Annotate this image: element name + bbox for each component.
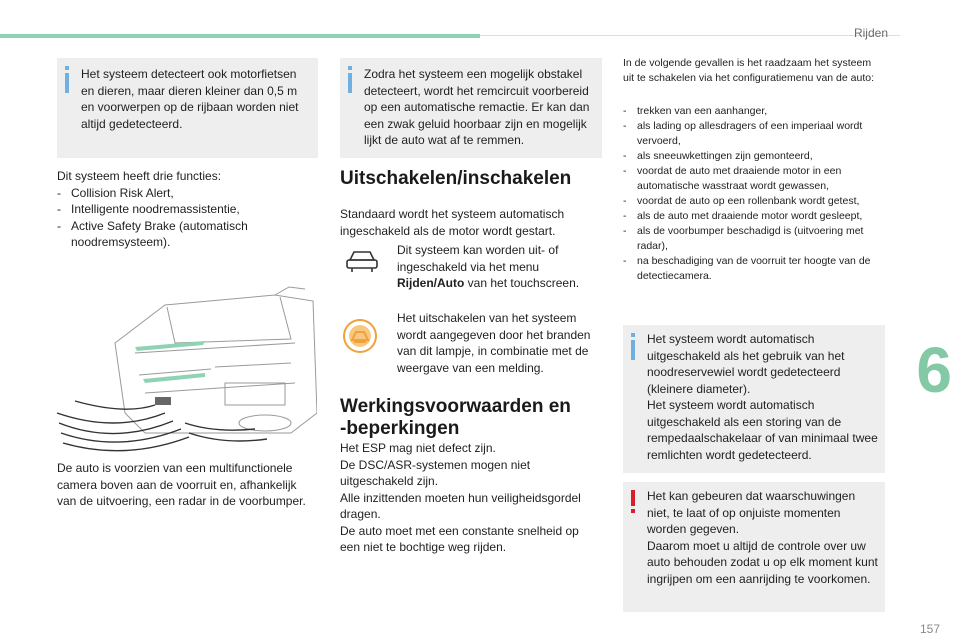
heading-disable-enable: Uitschakelen/inschakelen <box>340 168 572 189</box>
deactivation-cases-list <box>623 104 887 284</box>
chapter-number: 6 <box>916 334 952 406</box>
heading-conditions-line1: Werkingsvoorwaarden en <box>340 396 571 417</box>
warning-text <box>647 488 879 587</box>
condition-line: De DSC/ASR-systemen mogen niet uitgeschakeld zijn. <box>340 457 531 488</box>
lamp-description: Het uitschakelen van het systeem wordt aangegeven door het branden van dit lampje, in combinatie met de weergave van een melding. <box>397 311 591 375</box>
warning-lamp-icon <box>342 318 378 354</box>
functions-intro: Dit systeem heeft drie functies: <box>57 169 222 183</box>
list-item: - na beschadiging van de voorruit ter hoogte van de detectiecamera. <box>623 254 887 284</box>
list-item: - als lading op allesdragers of een imperiaal wordt vervoerd, <box>623 119 887 149</box>
info-box-detection <box>57 58 318 158</box>
condition-line: De auto moet met een constante snelheid op een niet te bochtige weg rijden. <box>340 523 579 554</box>
condition-line: Alle inzittenden moeten hun veiligheidsgordel dragen. <box>340 490 581 521</box>
deactivation-intro: In de volgende gevallen is het raadzaam het systeem uit te schakelen via het configuratiemenu van de auto: <box>623 57 874 84</box>
header-accent-bar <box>0 34 480 38</box>
info-box-auto-disable <box>623 325 885 473</box>
list-item: - als sneeuwkettingen zijn gemonteerd, <box>623 149 887 164</box>
info-icon <box>65 73 69 93</box>
functions-list <box>57 185 317 251</box>
info-icon <box>348 73 352 93</box>
heading-conditions <box>340 396 571 440</box>
info-box-text <box>647 331 879 463</box>
warning-paragraph: Het kan gebeuren dat waarschuwingen niet, te laat of op onjuiste momenten worden gegeven. <box>647 489 856 536</box>
section-title: Rijden <box>853 26 888 40</box>
menu-instructions <box>397 242 602 292</box>
menu-path: Rijden/Auto <box>397 276 465 290</box>
menu-text-part2: van het touchscreen. <box>467 276 580 290</box>
page-number: 157 <box>919 622 940 636</box>
info-box-paragraph: Het systeem wordt automatisch uitgeschakeld als een storing van de rempedaalschakelaar of van minimaal twee remlichten wordt gedetecteerd. <box>647 398 878 462</box>
conditions-text <box>340 440 602 556</box>
list-item: - Active Safety Brake (automatisch noodremsysteem). <box>57 218 317 251</box>
info-box-brake <box>340 58 602 158</box>
menu-text-part1: Dit systeem kan worden uit- of ingeschakeld via het menu <box>397 243 559 274</box>
warning-paragraph: Daarom moet u altijd de controle over uw auto behouden zodat u op elk moment kunt ingrijpen om een aanrijding te voorkomen. <box>647 538 878 586</box>
car-sensor-illustration <box>55 283 317 453</box>
list-item: - trekken van een aanhanger, <box>623 104 887 119</box>
info-icon <box>631 340 635 360</box>
list-item: - Collision Risk Alert, <box>57 185 317 202</box>
info-box-text: Zodra het systeem een mogelijk obstakel detecteert, wordt het remcircuit voorbereid op een automatische remactie. Er kan dan een zwak geluid hoorbaar zijn en mogelijk lijkt de auto wat af te remmen. <box>364 67 590 147</box>
functions-section <box>57 168 317 251</box>
warning-box <box>623 482 885 612</box>
list-item: - Intelligente noodremassistentie, <box>57 201 317 218</box>
header-rule <box>480 35 900 36</box>
info-box-paragraph: Het systeem wordt automatisch uitgeschakeld als het gebruik van het noodreservewiel wordt gedetecteerd (kleinere diameter). <box>647 332 845 396</box>
list-item: - als de voorbumper beschadigd is (uitvoering met radar), <box>623 224 887 254</box>
condition-line: Het ESP mag niet defect zijn. <box>340 441 496 455</box>
warning-icon <box>631 490 635 506</box>
default-text: Standaard wordt het systeem automatisch ingeschakeld als de motor wordt gestart. <box>340 207 565 238</box>
list-item: - als de auto met draaiende motor wordt gesleept, <box>623 209 887 224</box>
camera-description: De auto is voorzien van een multifunctionele camera boven aan de voorruit en, afhankelijk van de uitvoering, een radar in de voorbumper. <box>57 461 306 508</box>
list-item: - voordat de auto met draaiende motor in een automatische wasstraat wordt gewassen, <box>623 164 887 194</box>
list-item: - voordat de auto op een rollenbank wordt getest, <box>623 194 887 209</box>
info-box-text: Het systeem detecteert ook motorfietsen en dieren, maar dieren kleiner dan 0,5 m en voorwerpen op de rijbaan worden niet altijd gedetecteerd. <box>81 67 299 131</box>
car-menu-icon <box>344 248 380 274</box>
heading-conditions-line2: -beperkingen <box>340 418 460 439</box>
